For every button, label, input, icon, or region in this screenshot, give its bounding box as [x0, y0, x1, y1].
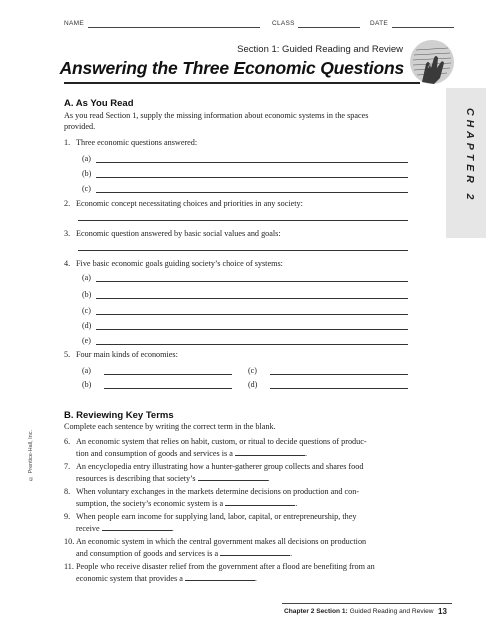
section-b-heading: B. Reviewing Key Terms [64, 410, 174, 421]
question-number: 1. [64, 138, 71, 147]
question-number: 2. [64, 199, 71, 208]
question-4 [64, 259, 283, 270]
q5-label-b: (b) [82, 380, 92, 389]
q11-answer-blank[interactable] [185, 573, 255, 581]
question-10 [64, 537, 414, 559]
date-field[interactable] [392, 27, 454, 28]
title-rule [64, 82, 420, 84]
q4-answer-e[interactable] [96, 344, 408, 345]
q4-label-c: (c) [82, 306, 91, 315]
question-text: Four main kinds of economies: [76, 350, 178, 359]
q5-answer-a[interactable] [104, 374, 232, 375]
date-label: DATE [370, 20, 389, 27]
q8-answer-blank[interactable] [225, 498, 298, 508]
question-text: and consumption of goods and services is a [76, 548, 219, 558]
question-text: sumption, the society’s economic system is a [76, 498, 224, 508]
question-end: . [295, 498, 298, 508]
question-number: 3. [64, 229, 71, 238]
page-title: Answering the Three Economic Questions [59, 58, 404, 78]
q6-answer-blank[interactable] [235, 448, 305, 456]
copyright-notice: © Prentice-Hall, Inc. [28, 430, 34, 481]
class-field[interactable] [298, 27, 360, 28]
question-number: 4. [64, 259, 71, 268]
q4-answer-d[interactable] [96, 329, 408, 330]
question-end: . [290, 548, 293, 558]
footer-chapter: Chapter 2 Section 1: [284, 608, 348, 615]
q4-answer-a[interactable] [96, 281, 408, 282]
footer-caption [284, 608, 434, 615]
class-label: CLASS [272, 20, 295, 27]
q3-answer[interactable] [78, 250, 408, 251]
question-2 [64, 199, 303, 210]
section-a-intro-line1: As you read Section 1, supply the missing information about economic systems in the spaces [64, 111, 369, 120]
q5-answer-d[interactable] [270, 388, 408, 389]
question-text: economic system that provides a [76, 573, 183, 583]
q5-answer-b[interactable] [104, 388, 232, 389]
name-label: NAME [64, 20, 84, 27]
q1-label-b: (b) [82, 169, 92, 178]
question-7 [64, 462, 414, 484]
q1-answer-c[interactable] [96, 192, 408, 193]
section-subtitle: Section 1: Guided Reading and Review [237, 44, 403, 55]
q1-answer-a[interactable] [96, 162, 408, 163]
section-b-intro: Complete each sentence by writing the correct term in the blank. [64, 422, 276, 431]
question-6 [64, 437, 414, 459]
q1-label-c: (c) [82, 184, 91, 193]
hand-book-icon [408, 38, 456, 86]
q1-label-a: (a) [82, 154, 91, 163]
q4-label-b: (b) [82, 290, 92, 299]
q5-label-a: (a) [82, 366, 91, 375]
question-text: An economic system that relies on habit, custom, or ritual to decide questions of produc- [76, 437, 367, 446]
q9-answer-blank[interactable] [102, 523, 172, 531]
question-8 [64, 487, 414, 509]
q10-answer-blank[interactable] [220, 548, 293, 558]
question-text: People who receive disaster relief from the government after a flood are benefiting from an [76, 562, 375, 571]
question-end: . [304, 448, 307, 458]
question-text: resources is describing that society’s [76, 473, 196, 483]
question-number: 9. [64, 512, 71, 521]
q1-answer-b[interactable] [96, 177, 408, 178]
question-end: . [267, 473, 270, 483]
q4-answer-b[interactable] [96, 298, 408, 299]
section-a-heading: A. As You Read [64, 98, 134, 109]
question-text: tion and consumption of goods and services is a [76, 448, 233, 458]
footer-title: Guided Reading and Review [347, 608, 434, 615]
q4-label-d: (d) [82, 321, 92, 330]
name-field[interactable] [88, 27, 260, 28]
question-5 [64, 350, 178, 361]
question-number: 5. [64, 350, 71, 359]
question-11 [64, 562, 414, 584]
question-text: receive [76, 523, 100, 533]
q4-label-e: (e) [82, 336, 91, 345]
section-a-intro-line2: provided. [64, 122, 96, 131]
question-1 [64, 138, 197, 149]
q4-label-a: (a) [82, 273, 91, 282]
question-end: . [254, 573, 257, 583]
question-text: An economic system in which the central government makes all decisions on production [76, 537, 367, 546]
question-end: . [171, 523, 174, 533]
question-number: 8. [64, 487, 71, 496]
question-3 [64, 229, 281, 240]
q7-answer-blank[interactable] [198, 473, 268, 481]
question-number: 10. [64, 537, 75, 546]
q5-label-d: (d) [248, 380, 258, 389]
page-number: 13 [438, 607, 447, 616]
question-text: Economic concept necessitating choices and priorities in any society: [76, 199, 303, 208]
question-9 [64, 512, 414, 534]
question-text: Economic question answered by basic social values and goals: [76, 229, 281, 238]
q5-answer-c[interactable] [270, 374, 408, 375]
question-text: When voluntary exchanges in the markets determine decisions on production and con- [76, 487, 360, 496]
question-number: 7. [64, 462, 71, 471]
question-number: 6. [64, 437, 71, 446]
question-text: Five basic economic goals guiding society’s choice of systems: [76, 259, 283, 268]
footer-rule [282, 603, 452, 604]
chapter-tab-label: CHAPTER 2 [464, 108, 476, 204]
question-text: An encyclopedia entry illustrating how a hunter-gatherer group collects and shares food [76, 462, 364, 471]
question-number: 11. [64, 562, 74, 571]
question-text: Three economic questions answered: [76, 138, 198, 147]
q2-answer[interactable] [78, 220, 408, 221]
q4-answer-c[interactable] [96, 314, 408, 315]
question-text: When people earn income for supplying land, labor, capital, or entrepreneurship, they [76, 512, 357, 521]
q5-label-c: (c) [248, 366, 257, 375]
